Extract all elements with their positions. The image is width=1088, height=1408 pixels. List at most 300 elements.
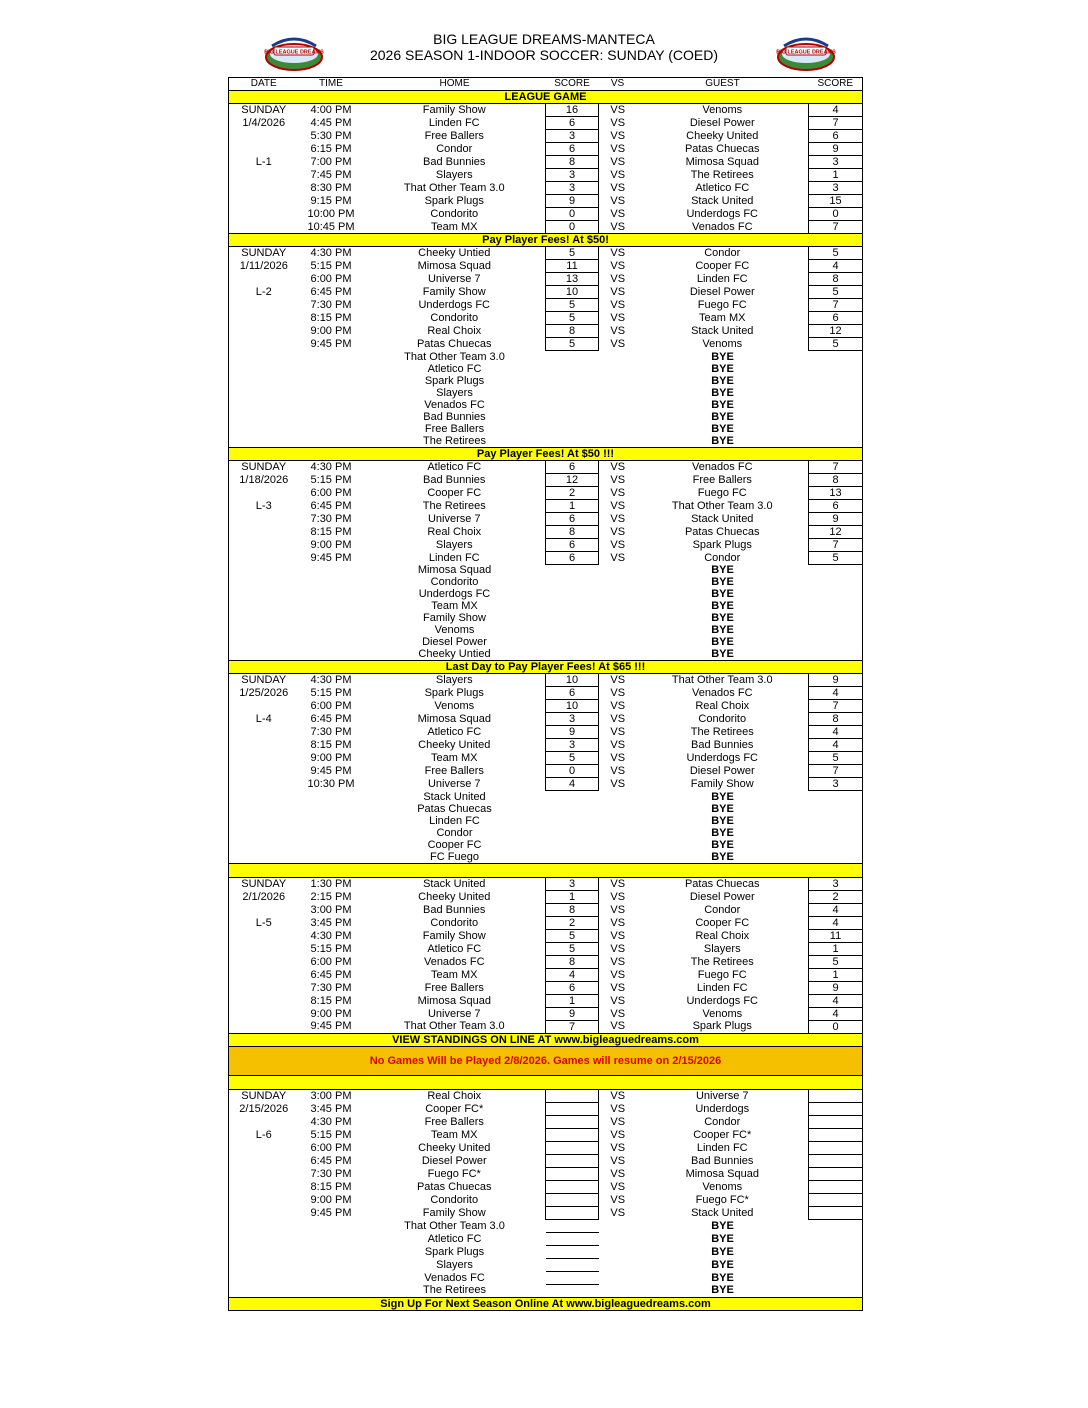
- date-cell: [229, 1232, 299, 1245]
- guest-score: 0: [809, 208, 863, 221]
- schedule-table: [228, 77, 863, 1311]
- game-row: [229, 713, 863, 726]
- guest-team: Fuego FC*: [695, 1193, 749, 1206]
- game-time: 9:00 PM: [310, 538, 352, 551]
- game-row: [229, 486, 863, 499]
- home-team: Cooper FC*: [425, 1102, 484, 1115]
- guest-score: 9: [809, 674, 863, 687]
- vs-label: VS: [610, 104, 626, 117]
- guest-score: 8: [809, 713, 863, 726]
- guest-team: Venados FC: [691, 220, 753, 233]
- home-score: 13: [546, 273, 599, 286]
- vs-label: VS: [610, 687, 626, 699]
- game-row: [229, 687, 863, 700]
- guest-team: Atletico FC: [695, 182, 750, 194]
- home-score: [546, 1154, 599, 1167]
- game-row: [229, 104, 863, 117]
- guest-team: Cooper FC: [695, 916, 750, 929]
- home-score: [546, 1167, 599, 1180]
- score-cell: [809, 1284, 863, 1297]
- date-cell: [229, 538, 299, 551]
- vs-label: VS: [610, 1007, 626, 1020]
- home-score: 8: [546, 325, 599, 338]
- vs-label: VS: [610, 700, 626, 712]
- score-cell: [809, 815, 863, 827]
- time-cell: [299, 600, 364, 612]
- col-guest-score: SCORE: [809, 78, 863, 91]
- guest-score: 7: [809, 117, 863, 130]
- game-row: [229, 1007, 863, 1020]
- home-team: Condorito: [430, 1193, 479, 1206]
- guest-score: 7: [809, 700, 863, 713]
- home-score: 16: [546, 104, 599, 117]
- home-team: Stack United: [423, 877, 486, 890]
- bye-score-line: [546, 1284, 599, 1297]
- game-row: [229, 273, 863, 286]
- bye-label: BYE: [711, 410, 734, 423]
- vs-cell: [599, 1245, 637, 1258]
- date-cell: [229, 765, 299, 778]
- bye-row: [229, 815, 863, 827]
- bye-label: BYE: [711, 1258, 734, 1271]
- score-cell: [809, 791, 863, 803]
- game-time: 10:45 PM: [307, 220, 355, 233]
- page-subtitle: 2026 SEASON 1-INDOOR SOCCER: SUNDAY (COED): [369, 47, 718, 63]
- home-team: Free Ballers: [424, 765, 484, 777]
- score-cell: [809, 411, 863, 423]
- score-cell: [809, 803, 863, 815]
- guest-team: Stack United: [691, 512, 754, 525]
- guest-score: 12: [809, 325, 863, 338]
- vs-cell: [599, 363, 637, 375]
- vs-label: VS: [610, 130, 626, 142]
- guest-team: Spark Plugs: [692, 1020, 752, 1033]
- date-cell: [229, 778, 299, 791]
- game-time: 7:30 PM: [310, 299, 352, 311]
- date-cell: [229, 1115, 299, 1128]
- game-row: [229, 1102, 863, 1115]
- bye-team: Venados FC: [424, 398, 485, 411]
- score-cell: [809, 435, 863, 448]
- game-time: 8:15 PM: [310, 1180, 352, 1193]
- date-cell: [229, 1206, 299, 1219]
- bye-row: [229, 411, 863, 423]
- guest-team: Patas Chuecas: [684, 525, 760, 538]
- bye-row: [229, 803, 863, 815]
- home-team: Condorito: [430, 208, 479, 220]
- time-cell: [299, 803, 364, 815]
- game-row: [229, 929, 863, 942]
- bye-score-line: [546, 839, 599, 851]
- date-cell: [229, 600, 299, 612]
- home-score: 5: [546, 752, 599, 765]
- game-time: 9:45 PM: [310, 551, 352, 564]
- vs-label: VS: [610, 726, 626, 738]
- time-cell: [299, 1245, 364, 1258]
- date-cell: [229, 208, 299, 221]
- home-score: 6: [546, 551, 599, 564]
- home-team: Free Ballers: [424, 981, 484, 994]
- page-title: BIG LEAGUE DREAMS-MANTECA: [433, 31, 655, 47]
- game-row: [229, 674, 863, 687]
- game-row: [229, 1115, 863, 1128]
- time-cell: [299, 564, 364, 576]
- home-score: 9: [546, 1007, 599, 1020]
- guest-score: 0: [809, 1020, 863, 1033]
- bye-row: [229, 351, 863, 363]
- game-time: 4:00 PM: [310, 104, 352, 117]
- game-row: [229, 130, 863, 143]
- week-3-banner-text: Pay Player Fees! At $50 !!!: [229, 447, 863, 460]
- bye-row: [229, 375, 863, 387]
- bye-team: That Other Team 3.0: [404, 350, 505, 363]
- vs-label: VS: [610, 338, 626, 350]
- home-score: [546, 1141, 599, 1154]
- date-cell: [229, 363, 299, 375]
- score-cell: [809, 648, 863, 661]
- date-cell: [229, 955, 299, 968]
- bye-label: BYE: [711, 1271, 734, 1284]
- week-4-banner-text: Last Day to Pay Player Fees! At $65 !!!: [229, 661, 863, 674]
- date-cell: [229, 1154, 299, 1167]
- guest-score: 2: [809, 890, 863, 903]
- vs-cell: [599, 423, 637, 435]
- date-cell: [229, 182, 299, 195]
- week-label: L-4: [255, 713, 272, 725]
- vs-label: VS: [610, 525, 626, 538]
- guest-score: 7: [809, 538, 863, 551]
- col-vs: VS: [599, 78, 637, 91]
- home-team: That Other Team 3.0: [403, 182, 505, 194]
- date-cell: [229, 1020, 299, 1033]
- score-cell: [809, 363, 863, 375]
- game-time: 7:45 PM: [310, 169, 352, 181]
- week-6-band: [229, 1075, 863, 1089]
- guest-score: [809, 1154, 863, 1167]
- bye-score-line: [546, 387, 599, 399]
- bye-score-line: [546, 351, 599, 363]
- game-time: 3:00 PM: [310, 1089, 352, 1102]
- game-time: 6:45 PM: [310, 499, 352, 512]
- game-time: 7:00 PM: [310, 156, 352, 168]
- bye-row: [229, 435, 863, 448]
- game-time: 4:45 PM: [310, 117, 352, 129]
- guest-team: Real Choix: [695, 929, 750, 942]
- date-cell: [229, 636, 299, 648]
- date-cell: [229, 726, 299, 739]
- home-score: 6: [546, 538, 599, 551]
- vs-label: VS: [610, 968, 626, 981]
- date-cell: [229, 903, 299, 916]
- game-time: 2:15 PM: [310, 890, 352, 903]
- home-score: [546, 1193, 599, 1206]
- guest-team: Slayers: [703, 942, 741, 955]
- game-time: 8:15 PM: [310, 994, 352, 1007]
- bye-score-line: [546, 624, 599, 636]
- home-score: 5: [546, 247, 599, 260]
- home-score: 3: [546, 877, 599, 890]
- home-score: 4: [546, 968, 599, 981]
- home-team: Cheeky United: [418, 1141, 491, 1154]
- home-score: 0: [546, 221, 599, 234]
- bye-score-line: [546, 588, 599, 600]
- date-cell: [229, 1007, 299, 1020]
- vs-label: VS: [610, 208, 626, 220]
- date-cell: [229, 1245, 299, 1258]
- game-row: [229, 942, 863, 955]
- game-row: [229, 752, 863, 765]
- vs-cell: [599, 1258, 637, 1271]
- home-score: 2: [546, 916, 599, 929]
- home-score: 8: [546, 525, 599, 538]
- bye-team: Cooper FC: [427, 838, 482, 851]
- date-cell: [229, 1219, 299, 1232]
- game-time: 1:30 PM: [310, 877, 352, 890]
- bye-score-line: [546, 612, 599, 624]
- date-cell: [229, 299, 299, 312]
- game-time: 10:30 PM: [307, 778, 355, 790]
- week-6-band-text: [229, 1075, 863, 1089]
- guest-team: Free Ballers: [692, 473, 752, 486]
- bye-label: BYE: [711, 386, 734, 399]
- score-cell: [809, 600, 863, 612]
- time-cell: [299, 1219, 364, 1232]
- guest-team: Fuego FC: [697, 968, 747, 981]
- date-cell: [229, 399, 299, 411]
- bye-row: [229, 1284, 863, 1297]
- home-team: That Other Team 3.0: [403, 1020, 505, 1033]
- time-cell: [299, 827, 364, 839]
- guest-team: Linden FC: [696, 273, 748, 285]
- home-score: [546, 1089, 599, 1102]
- game-row: [229, 117, 863, 130]
- bye-score-line: [546, 399, 599, 411]
- vs-label: VS: [610, 981, 626, 994]
- home-score: 6: [546, 981, 599, 994]
- bye-label: BYE: [711, 588, 734, 600]
- bye-label: BYE: [711, 1284, 734, 1297]
- vs-label: VS: [610, 325, 626, 337]
- bye-label: BYE: [711, 1245, 734, 1258]
- col-guest: GUEST: [637, 78, 809, 91]
- guest-team: Team MX: [699, 312, 746, 324]
- guest-team: Diesel Power: [689, 286, 755, 298]
- vs-label: VS: [610, 312, 626, 324]
- time-cell: [299, 351, 364, 363]
- date-cell: [229, 588, 299, 600]
- guest-score: 4: [809, 903, 863, 916]
- game-time: 5:15 PM: [310, 687, 352, 699]
- guest-team: Cheeky United: [686, 130, 759, 142]
- guest-score: 5: [809, 752, 863, 765]
- vs-label: VS: [610, 499, 626, 512]
- game-time: 4:30 PM: [310, 929, 352, 942]
- week-2-banner: [229, 234, 863, 247]
- guest-team: Linden FC: [696, 1141, 748, 1154]
- guest-score: 8: [809, 273, 863, 286]
- bye-team: Venoms: [434, 624, 475, 636]
- score-cell: [809, 387, 863, 399]
- svg-text:BIG LEAGUE DREAMS: BIG LEAGUE DREAMS: [264, 49, 324, 56]
- date-cell: [229, 1271, 299, 1284]
- home-team: Cheeky United: [418, 890, 491, 903]
- bye-label: BYE: [711, 790, 734, 803]
- game-time: 5:15 PM: [310, 1128, 352, 1141]
- game-time: 7:30 PM: [310, 512, 352, 525]
- home-score: [546, 1115, 599, 1128]
- guest-score: 4: [809, 994, 863, 1007]
- guest-team: Condor: [704, 247, 741, 260]
- date-cell: [229, 803, 299, 815]
- vs-label: VS: [610, 1206, 626, 1219]
- date-cell: [229, 387, 299, 399]
- time-cell: [299, 399, 364, 411]
- game-time: 6:00 PM: [310, 700, 352, 712]
- game-time: 5:15 PM: [310, 260, 352, 272]
- bye-team: Slayers: [436, 1258, 473, 1271]
- date-cell: [229, 411, 299, 423]
- date-cell: [229, 624, 299, 636]
- bye-score-line: [546, 411, 599, 423]
- guest-team: Diesel Power: [689, 765, 755, 777]
- home-team: Team MX: [431, 752, 478, 764]
- guest-score: 9: [809, 981, 863, 994]
- week-date: 1/25/2026: [239, 687, 289, 699]
- bye-row: [229, 827, 863, 839]
- guest-score: 4: [809, 1007, 863, 1020]
- game-time: 9:45 PM: [310, 1206, 352, 1219]
- time-cell: [299, 411, 364, 423]
- game-row: [229, 765, 863, 778]
- bye-label: BYE: [711, 398, 734, 411]
- vs-label: VS: [610, 1020, 626, 1033]
- game-time: 5:30 PM: [310, 130, 352, 142]
- guest-score: [809, 1180, 863, 1193]
- date-cell: [229, 273, 299, 286]
- game-time: 9:45 PM: [310, 765, 352, 777]
- vs-cell: [599, 588, 637, 600]
- bye-team: Free Ballers: [424, 422, 485, 435]
- bye-team: Condor: [436, 826, 473, 839]
- guest-team: Patas Chuecas: [684, 877, 760, 890]
- bye-label: BYE: [711, 362, 734, 375]
- home-team: Atletico FC: [427, 942, 482, 955]
- bye-team: Atletico FC: [427, 1232, 482, 1245]
- bye-label: BYE: [711, 838, 734, 851]
- home-score: 8: [546, 156, 599, 169]
- game-row: [229, 726, 863, 739]
- vs-cell: [599, 1271, 637, 1284]
- week-date: 2/15/2026: [239, 1102, 289, 1115]
- bye-label: BYE: [711, 826, 734, 839]
- bye-score-line: [546, 1245, 599, 1258]
- score-cell: [809, 1258, 863, 1271]
- game-time: 6:45 PM: [310, 1154, 352, 1167]
- column-header-row: [229, 78, 863, 91]
- bye-score-line: [546, 827, 599, 839]
- home-team: Patas Chuecas: [416, 1180, 492, 1193]
- home-team: Linden FC: [428, 117, 480, 129]
- vs-label: VS: [610, 299, 626, 311]
- no-games-note-band-text: No Games Will be Played 2/8/2026. Games will resume on 2/15/2026: [229, 1046, 863, 1075]
- vs-label: VS: [610, 273, 626, 285]
- time-cell: [299, 612, 364, 624]
- date-cell: [229, 564, 299, 576]
- home-team: Condorito: [430, 312, 479, 324]
- guest-team: Diesel Power: [689, 890, 755, 903]
- bye-label: BYE: [711, 612, 734, 624]
- home-team: Atletico FC: [427, 726, 482, 738]
- vs-label: VS: [610, 1167, 626, 1180]
- guest-team: Venoms: [702, 104, 743, 117]
- vs-cell: [599, 1284, 637, 1297]
- bye-label: BYE: [711, 636, 734, 648]
- bye-team: Team MX: [431, 600, 478, 612]
- game-time: 10:00 PM: [307, 208, 355, 220]
- vs-label: VS: [610, 903, 626, 916]
- bye-team: Spark Plugs: [424, 374, 485, 387]
- col-time: TIME: [299, 78, 364, 91]
- date-cell: [229, 1167, 299, 1180]
- vs-label: VS: [610, 765, 626, 777]
- guest-team: Diesel Power: [689, 117, 755, 129]
- week-date: 1/11/2026: [239, 260, 288, 272]
- guest-score: 3: [809, 156, 863, 169]
- guest-score: [809, 1167, 863, 1180]
- home-score: 3: [546, 739, 599, 752]
- home-score: 9: [546, 726, 599, 739]
- time-cell: [299, 1271, 364, 1284]
- date-cell: [229, 1141, 299, 1154]
- game-row: [229, 968, 863, 981]
- time-cell: [299, 791, 364, 803]
- bye-score-line: [546, 363, 599, 375]
- score-cell: [809, 612, 863, 624]
- vs-cell: [599, 636, 637, 648]
- home-score: 7: [546, 1020, 599, 1033]
- bye-row: [229, 363, 863, 375]
- score-cell: [809, 624, 863, 636]
- game-row: [229, 208, 863, 221]
- no-games-note-band: [229, 1046, 863, 1075]
- vs-label: VS: [610, 994, 626, 1007]
- bye-score-line: [546, 815, 599, 827]
- home-score: 3: [546, 130, 599, 143]
- vs-cell: [599, 564, 637, 576]
- home-team: Bad Bunnies: [423, 156, 486, 168]
- bye-score-line: [546, 423, 599, 435]
- vs-label: VS: [610, 486, 626, 499]
- date-cell: [229, 221, 299, 234]
- game-row: [229, 551, 863, 564]
- game-row: [229, 195, 863, 208]
- home-team: Family Show: [422, 1206, 486, 1219]
- bye-label: BYE: [711, 624, 734, 636]
- home-score: [546, 1102, 599, 1115]
- game-time: 4:30 PM: [310, 674, 352, 687]
- game-row: [229, 312, 863, 325]
- bye-label: BYE: [711, 814, 734, 827]
- bye-team: Bad Bunnies: [423, 410, 486, 423]
- guest-team: Underdogs FC: [686, 208, 759, 220]
- home-team: Diesel Power: [421, 1154, 487, 1167]
- date-cell: [229, 752, 299, 765]
- bye-row: [229, 576, 863, 588]
- bye-team: FC Fuego: [430, 850, 479, 863]
- game-time: 9:00 PM: [310, 325, 352, 337]
- time-cell: [299, 588, 364, 600]
- date-cell: [229, 325, 299, 338]
